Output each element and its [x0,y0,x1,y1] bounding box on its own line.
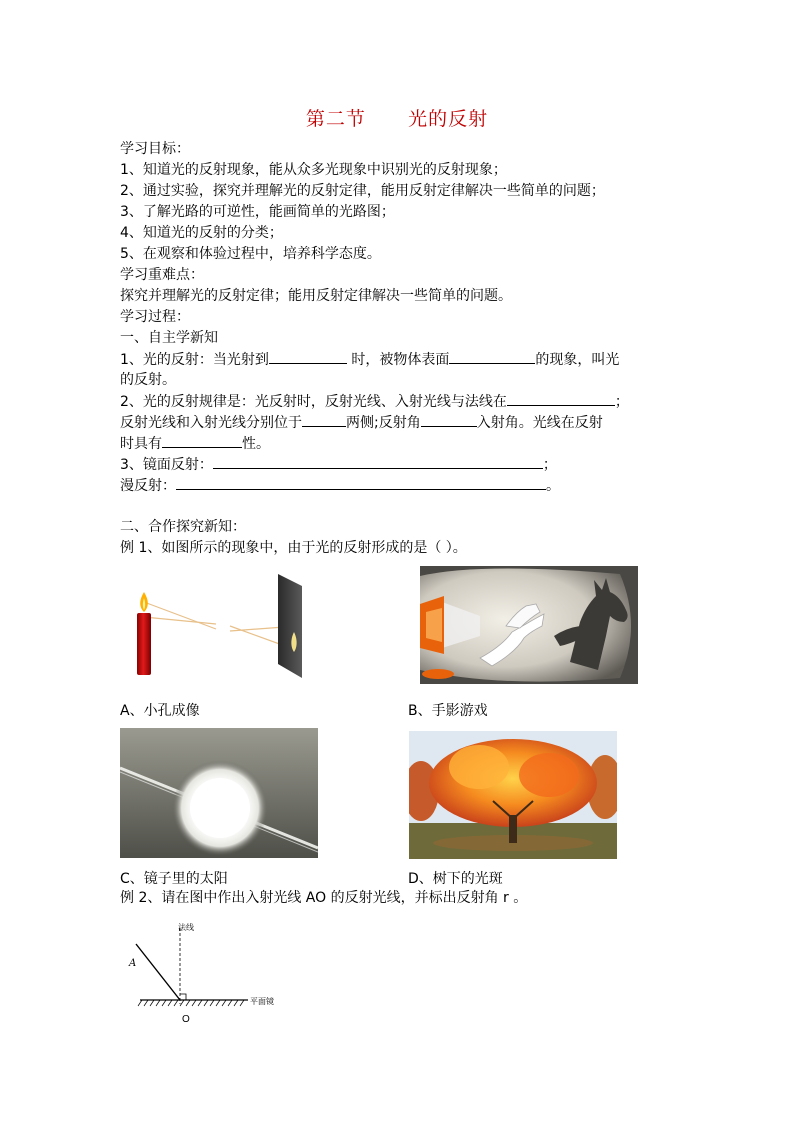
question-2-line-2 [120,412,603,433]
question-1-line-1 [120,349,619,370]
reflection-diagram [120,918,290,1030]
q1-text-a: 1、光的反射：当光射到 [120,352,269,368]
goal-item: 4、知道光的反射的分类； [120,225,283,241]
q2-text-a: 2、光的反射规律是：光反射时，反射光线、入射光线与法线在 [120,394,507,410]
section-heading-1: 一、自主学新知 [120,330,218,346]
option-b-label: B、手影游戏 [408,703,488,719]
question-3-line-2 [120,475,560,496]
key-text: 探究并理解光的反射定律；能用反射定律解决一些简单的问题。 [120,288,512,304]
tree-light-spots-figure [409,731,617,859]
pinhole-imaging-figure [120,568,320,680]
goal-item: 3、了解光路的可逆性，能画简单的光路图； [120,204,395,220]
right-angle-mark [180,994,186,1000]
sun-in-mirror-figure [120,728,318,858]
question-3-line-1 [120,454,557,475]
option-c-label: C、镜子里的太阳 [120,871,228,887]
q2-blank-1[interactable] [507,391,615,406]
question-2-line-1 [120,391,629,412]
section-heading-2: 二、合作探究新知： [120,519,246,535]
hand-shadow-figure [420,566,638,684]
q1-blank-2[interactable] [449,349,535,364]
q3-blank-2[interactable] [176,475,546,490]
normal-label: 法线 [178,923,194,932]
mirror-label: 平面镜 [250,997,274,1006]
process-heading: 学习过程： [120,309,190,325]
q1-blank-1[interactable] [269,349,347,364]
q2-text-d: 两侧;反射角 [346,415,421,431]
q2-blank-2[interactable] [302,412,346,427]
q2-text-f: 时具有 [120,436,162,452]
q3-blank-1[interactable] [213,454,543,469]
option-d-label: D、树下的光斑 [408,871,503,887]
goal-item: 1、知道光的反射现象，能从众多光现象中识别光的反射现象； [120,162,507,178]
example-1-text: 例 1、如图所示的现象中，由于光的反射形成的是（ ）。 [120,540,467,556]
q2-text-c: 反射光线和入射光线分别位于 [120,415,302,431]
option-a-label: A、小孔成像 [120,703,200,719]
goals-heading: 学习目标： [120,141,190,157]
mirror-hatching [138,1000,244,1006]
q2-text-g: 性。 [242,436,270,452]
question-1-line-2: 的反射。 [120,372,176,388]
example-2-text: 例 2、请在图中作出入射光线 AO 的反射光线，并标出反射角 r 。 [120,890,528,906]
page-title: 第二节 光的反射 [305,108,489,130]
key-heading: 学习重难点： [120,267,204,283]
q1-text-b: 时，被物体表面 [346,352,450,368]
q3-text-d: 。 [546,478,560,494]
q2-blank-3[interactable] [421,412,477,427]
q3-text-c: 漫反射： [120,478,176,494]
q3-text-a: 3、镜面反射： [120,457,213,473]
goal-item: 5、在观察和体验过程中，培养科学态度。 [120,246,381,262]
q2-blank-4[interactable] [162,433,242,448]
q1-text-c: 的现象，叫光 [535,352,620,368]
ray-a-label: A [129,958,137,969]
goal-item: 2、通过实验，探究并理解光的反射定律，能用反射定律解决一些简单的问题； [120,183,605,199]
point-o-label: O [182,1014,190,1025]
q3-text-b: ； [542,457,557,473]
incident-ray [136,944,180,1000]
question-2-line-3 [120,433,270,454]
q2-text-e: 入射角。光线在反射 [476,415,603,431]
q2-text-b: ； [614,394,629,410]
